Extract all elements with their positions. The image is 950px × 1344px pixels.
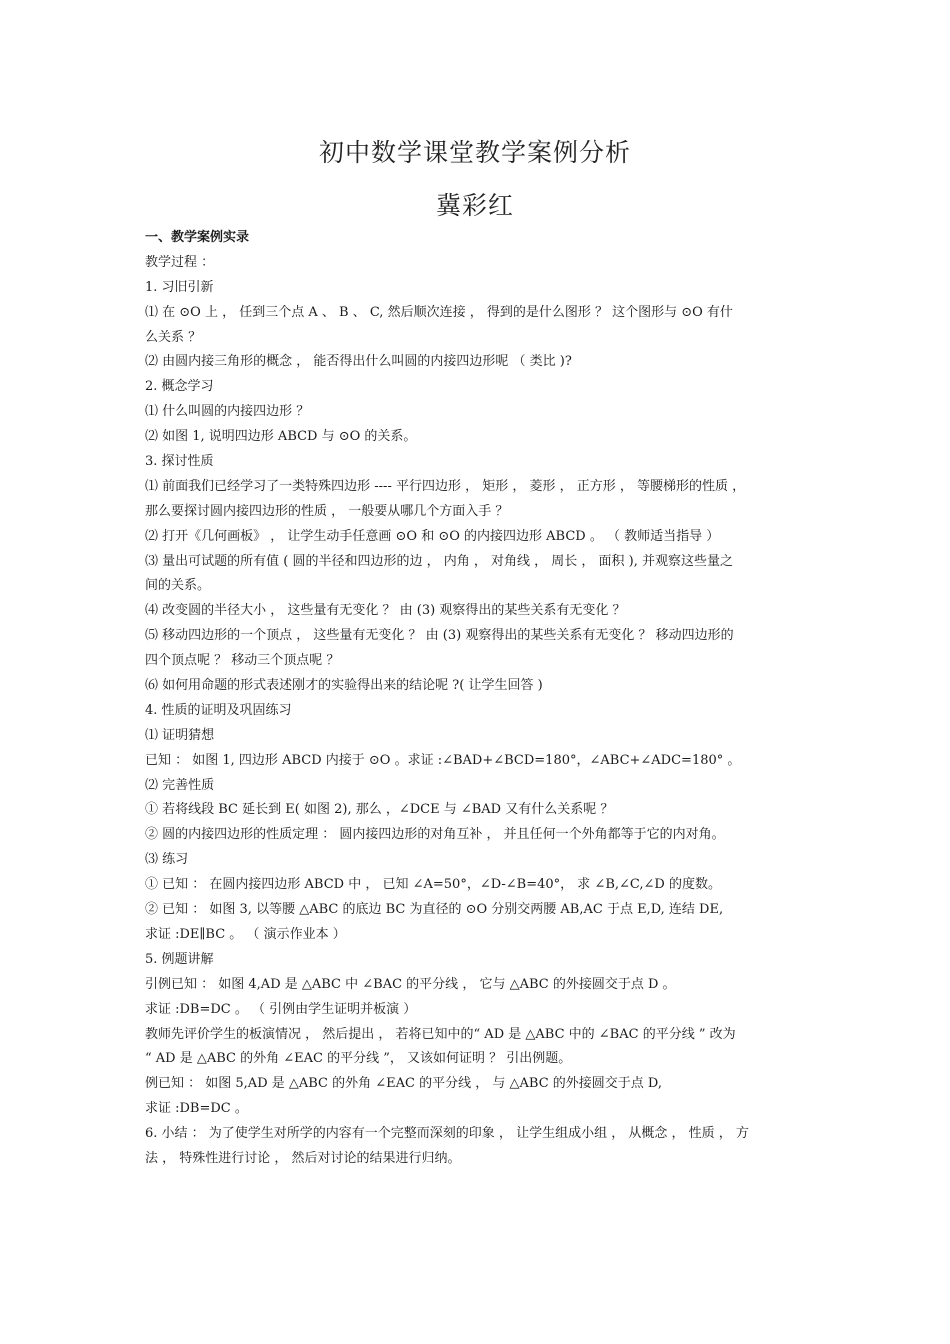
document-author: 冀彩红 (435, 191, 514, 220)
text-line: ⑹ 如何用命题的形式表述刚才的实验得出来的结论呢 ?( 让学生回答 ) (145, 678, 543, 694)
text-line: ⑶ 量出可试题的所有值 ( 圆的半径和四边形的边 ， 内角 ， 对角线 ， 周长 ， 面积 ), 并观察这些量之 (145, 553, 733, 569)
text-line: 间的关系。 (145, 578, 211, 594)
text-line: 求证 :DB=DC 。 (145, 1101, 248, 1117)
text-line: ⑴ 前面我们已经学习了一类特殊四边形 ---- 平行四边形 ， 矩形 ， 菱形 ， 正方形 ， 等腰梯形的性质 ， (145, 478, 746, 494)
document-title: 初中数学课堂教学案例分析 (318, 138, 631, 167)
text-line: 教师先评价学生的板演情况 ， 然后提出 ， 若将已知中的“ AD 是 △ABC 中的 ∠BAC 的平分线 ” 改为 (145, 1026, 736, 1042)
text-line: ⑵ 如图 1, 说明四边形 ABCD 与 ⊙O 的关系。 (145, 429, 417, 445)
text-line: ⑷ 改变圆的半径大小 ， 这些量有无变化 ？ 由 (3) 观察得出的某些关系有无变化 ？ (145, 603, 626, 619)
text-line: 教学过程 ： (145, 254, 215, 270)
text-line: ⑵ 完善性质 (145, 777, 215, 793)
text-line: ⑵ 打开《几何画板》 ， 让学生动手任意画 ⊙O 和 ⊙O 的内接四边形 ABCD 。 （ 教师适当指导 ） (145, 528, 720, 544)
document-body (145, 226, 813, 1172)
text-line: ⑶ 练习 (145, 852, 189, 868)
text-line: ⑴ 证明猜想 (145, 727, 215, 743)
text-line: 引例已知 ： 如图 4,AD 是 △ABC 中 ∠BAC 的平分线 ， 它与 △ABC 的外接圆交于点 D 。 (145, 976, 676, 992)
text-line: 2. 概念学习 (145, 379, 214, 395)
text-line: 6. 小结 ： 为了使学生对所学的内容有一个完整而深刻的印象 ， 让学生组成小组 ， 从概念 ， 性质 ， 方 (145, 1126, 749, 1142)
text-line: ① 若将线段 BC 延长到 E( 如图 2), 那么 ，∠DCE 与 ∠BAD 又有什么关系呢 ？ (145, 802, 614, 818)
text-line: 3. 探讨性质 (145, 454, 214, 470)
text-line: ① 已知 ： 在圆内接四边形 ABCD 中 ， 已知 ∠A=50°，∠D-∠B=40°， 求 ∠B,∠C,∠D 的度数。 (145, 877, 721, 893)
text-line: 四个顶点呢 ？ 移动三个顶点呢 ？ (145, 653, 340, 669)
text-line: 5. 例题讲解 (145, 951, 214, 967)
text-line: ② 已知 ： 如图 3, 以等腰 △ABC 的底边 BC 为直径的 ⊙O 分别交两腰 AB,AC 于点 E,D, 连结 DE, (145, 902, 724, 918)
text-line: 例已知 ： 如图 5,AD 是 △ABC 的外角 ∠EAC 的平分线 ， 与 △ABC 的外接圆交于点 D, (145, 1076, 662, 1092)
text-line: ⑴ 在 ⊙O 上 ， 任到三个点 A 、 B 、 C, 然后顺次连接 ， 得到的是什么图形 ？ 这个图形与 ⊙O 有什 (145, 304, 733, 320)
text-line: 求证 :DE∥BC 。 （ 演示作业本 ） (145, 926, 346, 942)
text-line: 求证 :DB=DC 。 （ 引例由学生证明并板演 ） (145, 1001, 417, 1017)
text-line: ② 圆的内接四边形的性质定理 ： 圆内接四边形的对角互补 ， 并且任何一个外角都等于它的内对角。 (145, 827, 725, 843)
section-heading: 一、教学案例实录 (145, 230, 250, 245)
text-line: ⑸ 移动四边形的一个顶点 ， 这些量有无变化 ？ 由 (3) 观察得出的某些关系有无变化 ？ 移动四边形的 (145, 628, 734, 644)
text-line: 1. 习旧引新 (145, 279, 214, 295)
text-line: ⑴ 什么叫圆的内接四边形 ？ (145, 404, 310, 420)
text-line: “ AD 是 △ABC 的外角 ∠EAC 的平分线 ”， 又该如何证明 ？ 引出例题。 (145, 1051, 572, 1067)
text-line: 那么要探讨圆内接四边形的性质 ， 一般要从哪几个方面入手 ？ (145, 503, 509, 519)
text-line: 法 ， 特殊性进行讨论 ， 然后对讨论的结果进行归纳。 (145, 1150, 461, 1166)
text-line: 么关系 ？ (145, 329, 202, 345)
text-line: 4. 性质的证明及巩固练习 (145, 702, 292, 718)
text-line: 已知 ： 如图 1, 四边形 ABCD 内接于 ⊙O 。求证 :∠BAD+∠BCD=180°，∠ABC+∠ADC=180° 。 (145, 752, 741, 768)
text-line: ⑵ 由圆内接三角形的概念 ， 能否得出什么叫圆的内接四边形呢 （ 类比 )? (145, 354, 572, 370)
